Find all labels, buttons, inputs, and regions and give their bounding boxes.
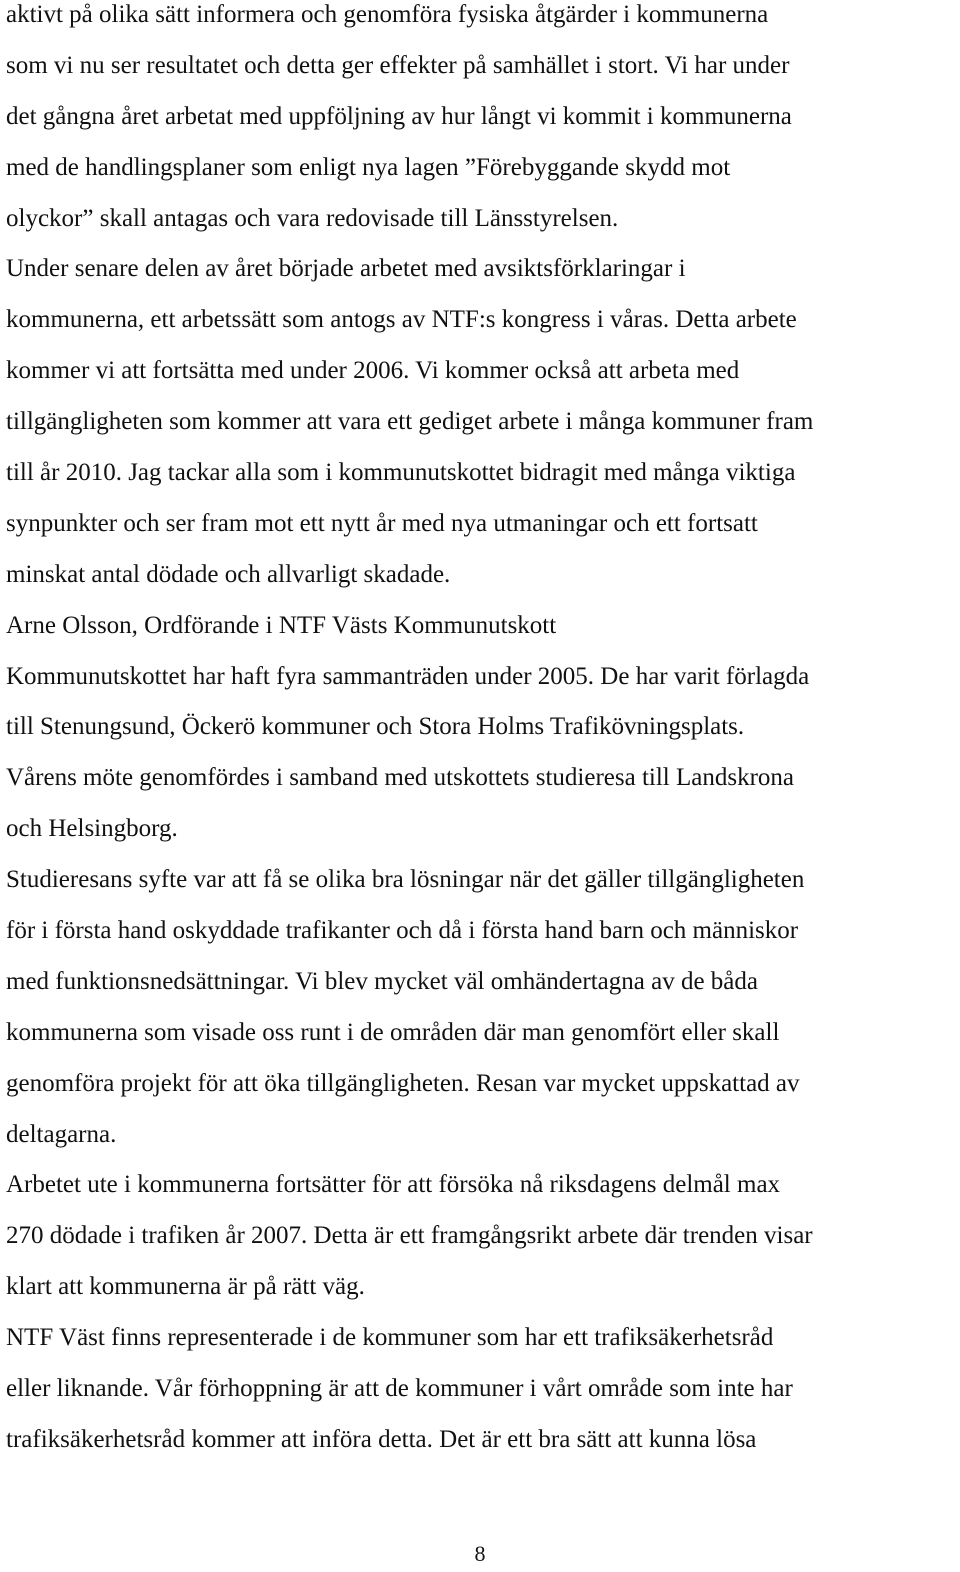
text-line: till Stenungsund, Öckerö kommuner och Stora Holms Trafikövningsplats. — [6, 713, 745, 741]
text-line: kommunerna som visade oss runt i de områden där man genomfört eller skall — [6, 1018, 780, 1046]
text-line: Studieresans syfte var att få se olika bra lösningar när det gäller tillgängligheten — [6, 866, 805, 894]
text-line: kommer vi att fortsätta med under 2006. Vi kommer också att arbeta med — [6, 357, 740, 385]
text-line: det gångna året arbetat med uppföljning av hur långt vi kommit i kommunerna — [6, 102, 792, 130]
text-line: NTF Väst finns representerade i de kommuner som har ett trafiksäkerhetsråd — [6, 1324, 774, 1352]
signature-line: Arne Olsson, Ordförande i NTF Västs Kommunutskott — [6, 611, 557, 639]
text-line: till år 2010. Jag tackar alla som i kommunutskottet bidragit med många viktiga — [6, 459, 796, 487]
text-line: kommunerna, ett arbetssätt som antogs av NTF:s kongress i våras. Detta arbete — [6, 306, 797, 334]
text-line: 270 dödade i trafiken år 2007. Detta är ett framgångsrikt arbete där trenden visar — [6, 1222, 813, 1250]
text-line: olyckor” skall antagas och vara redovisade till Länsstyrelsen. — [6, 204, 619, 232]
text-line: Arbetet ute i kommunerna fortsätter för att försöka nå riksdagens delmål max — [6, 1171, 781, 1199]
page-number: 8 — [474, 1541, 486, 1566]
text-line: med funktionsnedsättningar. Vi blev mycket väl omhändertagna av de båda — [6, 967, 758, 995]
text-line: som vi nu ser resultatet och detta ger effekter på samhället i stort. Vi har under — [6, 51, 790, 79]
text-line: genomföra projekt för att öka tillgängligheten. Resan var mycket uppskattad av — [6, 1069, 800, 1097]
text-line: Kommunutskottet har haft fyra sammanträden under 2005. De har varit förlagda — [6, 662, 810, 690]
text-line: eller liknande. Vår förhoppning är att de kommuner i vårt område som inte har — [6, 1375, 793, 1403]
text-line: minskat antal dödade och allvarligt skadade. — [6, 560, 451, 588]
text-line: för i första hand oskyddade trafikanter och då i första hand barn och människor — [6, 917, 799, 945]
text-line: trafiksäkerhetsråd kommer att införa detta. Det är ett bra sätt att kunna lösa — [6, 1425, 757, 1453]
text-line: tillgängligheten som kommer att vara ett gediget arbete i många kommuner fram — [6, 408, 814, 436]
body-text — [6, 0, 958, 1476]
text-line: synpunkter och ser fram mot ett nytt år med nya utmaningar och ett fortsatt — [6, 509, 758, 537]
text-line: aktivt på olika sätt informera och genomföra fysiska åtgärder i kommunerna — [6, 1, 769, 28]
text-line: Vårens möte genomfördes i samband med utskottets studieresa till Landskrona — [6, 764, 795, 792]
text-line: klart att kommunerna är på rätt väg. — [6, 1273, 365, 1301]
text-line: Under senare delen av året började arbetet med avsiktsförklaringar i — [6, 255, 686, 283]
text-line: och Helsingborg. — [6, 815, 178, 843]
text-line: med de handlingsplaner som enligt nya lagen ”Förebyggande skydd mot — [6, 153, 731, 181]
text-line: deltagarna. — [6, 1120, 117, 1148]
